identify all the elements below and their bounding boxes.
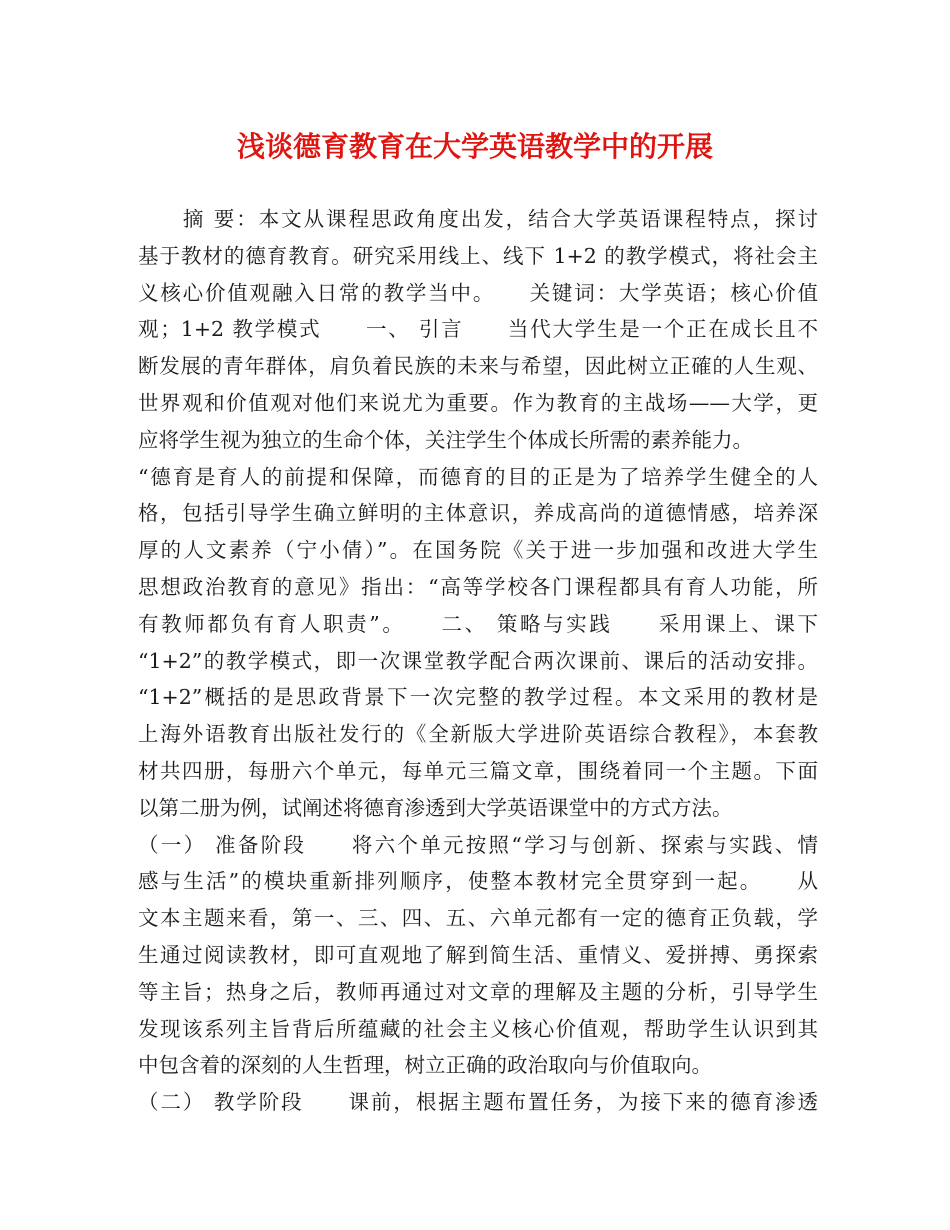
body-line: 应将学生视为独立的生命个体，关注学生个体成长所需的素养能力。: [138, 427, 753, 452]
body-line: 格，包括引导学生确立鲜明的主体意识，养成高尚的道德情感，培养深: [138, 501, 818, 526]
body-line: 以第二册为例，试阐述将德育渗透到大学英语课堂中的方式方法。: [138, 795, 733, 820]
body-line: 发现该系列主旨背后所蕴藏的社会主义核心价值观，帮助学生认识到其: [138, 1016, 818, 1041]
body-line: 义核心价值观融入日常的教学当中。 关键词：大学英语；核心价值: [138, 280, 818, 305]
body-line: “德育是育人的前提和保障，而德育的目的正是为了培养学生健全的人: [138, 464, 818, 489]
document-body: [138, 201, 818, 1121]
body-line: “1+2”概括的是思政背景下一次完整的教学过程。本文采用的教材是: [138, 685, 818, 710]
body-line: 断发展的青年群体，肩负着民族的未来与希望，因此树立正確的人生观、: [138, 354, 818, 379]
document-title: 浅谈德育教育在大学英语教学中的开展: [236, 130, 713, 163]
body-line: （一） 准备阶段 将六个单元按照“学习与创新、探索与实践、情: [138, 832, 818, 857]
body-line: 有教师都负有育人职责”。 二、 策略与实践 采用课上、课下: [138, 611, 818, 636]
body-line: 厚的人文素养（宁小倩）”。在国务院《关于进一步加强和改进大学生: [138, 538, 818, 563]
body-line: 思想政治教育的意见》指出：“高等学校各门课程都具有育人功能，所: [138, 574, 818, 599]
body-line: 生通过阅读教材，即可直观地了解到简生活、重情义、爱拼搏、勇探索: [138, 942, 818, 967]
body-line: 上海外语教育出版社发行的《全新版大学进阶英语综合教程》，本套教: [138, 722, 818, 747]
body-line: “1+2”的教学模式，即一次课堂教学配合两次课前、课后的活动安排。: [138, 648, 818, 673]
body-line: 观；1+2 教学模式 一、 引言 当代大学生是一个正在成长且不: [138, 317, 818, 342]
body-line: （二） 教学阶段 课前，根据主题布置任务，为接下来的德育渗透: [138, 1090, 818, 1115]
body-line: 世界观和价值观对他们来说尤为重要。作为教育的主战场——大学，更: [138, 390, 818, 415]
body-line: 材共四册，每册六个单元，每单元三篇文章，围绕着同一个主题。下面: [138, 758, 818, 783]
body-line: 等主旨；热身之后，教师再通过对文章的理解及主题的分析，引导学生: [138, 979, 818, 1004]
body-line: 中包含着的深刻的人生哲理，树立正确的政治取向与价值取向。: [138, 1053, 712, 1078]
body-line: 基于教材的德育教育。研究采用线上、线下 1+2 的教学模式，将社会主: [138, 243, 818, 268]
body-line: 文本主题来看，第一、三、四、五、六单元都有一定的德育正负载，学: [138, 906, 818, 931]
body-line: 摘 要：本文从课程思政角度出发，结合大学英语课程特点，探讨: [138, 207, 818, 231]
body-line: 感与生活”的模块重新排列顺序，使整本教材完全贯穿到一起。 从: [138, 869, 818, 894]
